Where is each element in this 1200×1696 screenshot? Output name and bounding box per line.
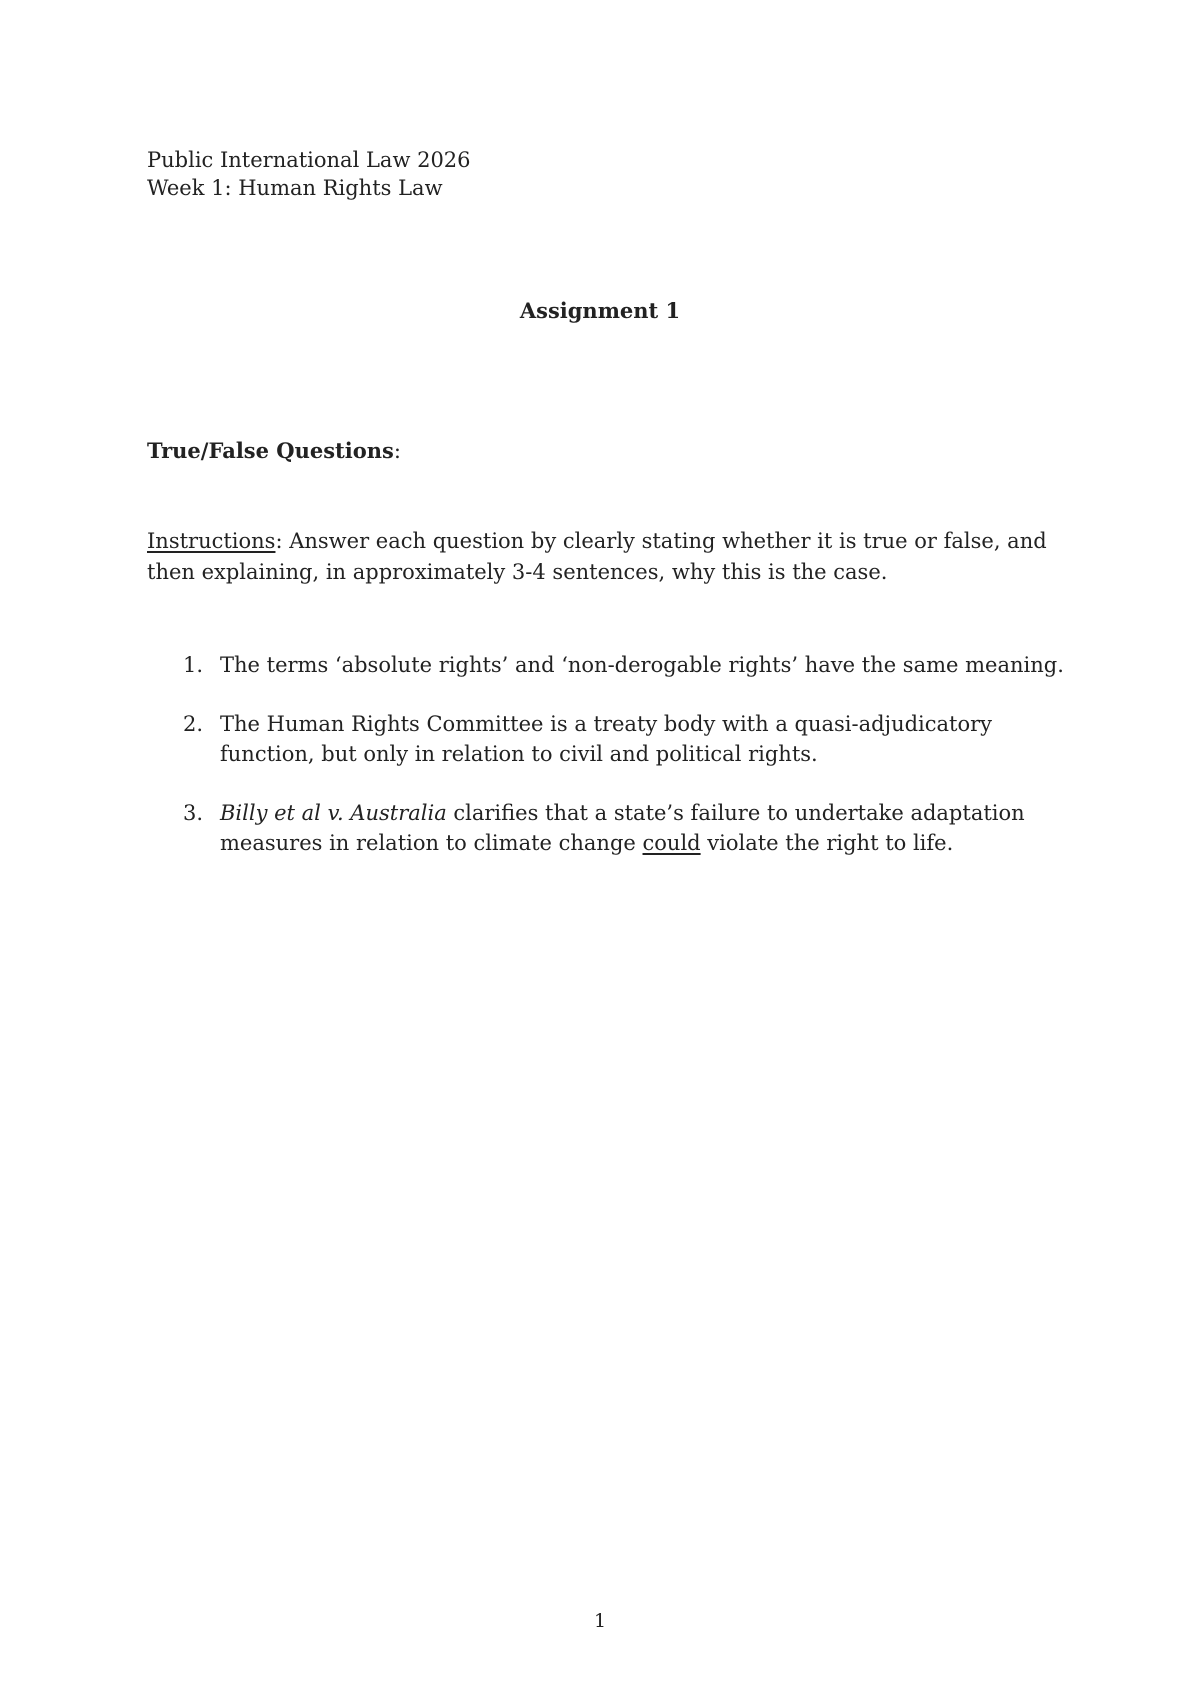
question-text-after: violate the right to life. xyxy=(700,831,954,855)
instructions-text: : Answer each question by clearly stating whether it is true or false, and then explaining, in approximately 3-4 sentences, why this is the case. xyxy=(147,529,1047,584)
question-text-before: clarifies that a state’s failure to undertake adaptation measures in relation to climate change xyxy=(220,801,1025,855)
instructions-label: Instructions xyxy=(147,529,276,553)
instructions-paragraph xyxy=(147,526,1077,588)
assignment-title: Assignment 1 xyxy=(519,298,681,323)
question-item xyxy=(147,650,1077,680)
question-number: 3. xyxy=(183,801,204,825)
question-list xyxy=(147,650,1077,887)
section-heading-colon: : xyxy=(393,439,401,463)
question-text: The Human Rights Committee is a treaty body with a quasi-adjudicatory function, but only in relation to civil and political rights. xyxy=(220,712,993,766)
document-header xyxy=(147,146,1047,202)
question-item xyxy=(147,798,1077,858)
week-title: Week 1: Human Rights Law xyxy=(147,176,443,200)
question-number: 1. xyxy=(183,653,204,677)
course-title: Public International Law 2026 xyxy=(147,148,471,172)
question-text: The terms ‘absolute rights’ and ‘non-derogable rights’ have the same meaning. xyxy=(220,653,1064,677)
emphasis-word: could xyxy=(642,831,701,855)
page-number: 1 xyxy=(593,1610,607,1632)
case-name: Billy et al v. Australia xyxy=(220,801,447,825)
section-heading xyxy=(147,435,401,467)
section-heading-text: True/False Questions xyxy=(147,438,394,463)
question-item xyxy=(147,709,1077,769)
question-number: 2. xyxy=(183,712,204,736)
question-text xyxy=(220,801,1025,855)
